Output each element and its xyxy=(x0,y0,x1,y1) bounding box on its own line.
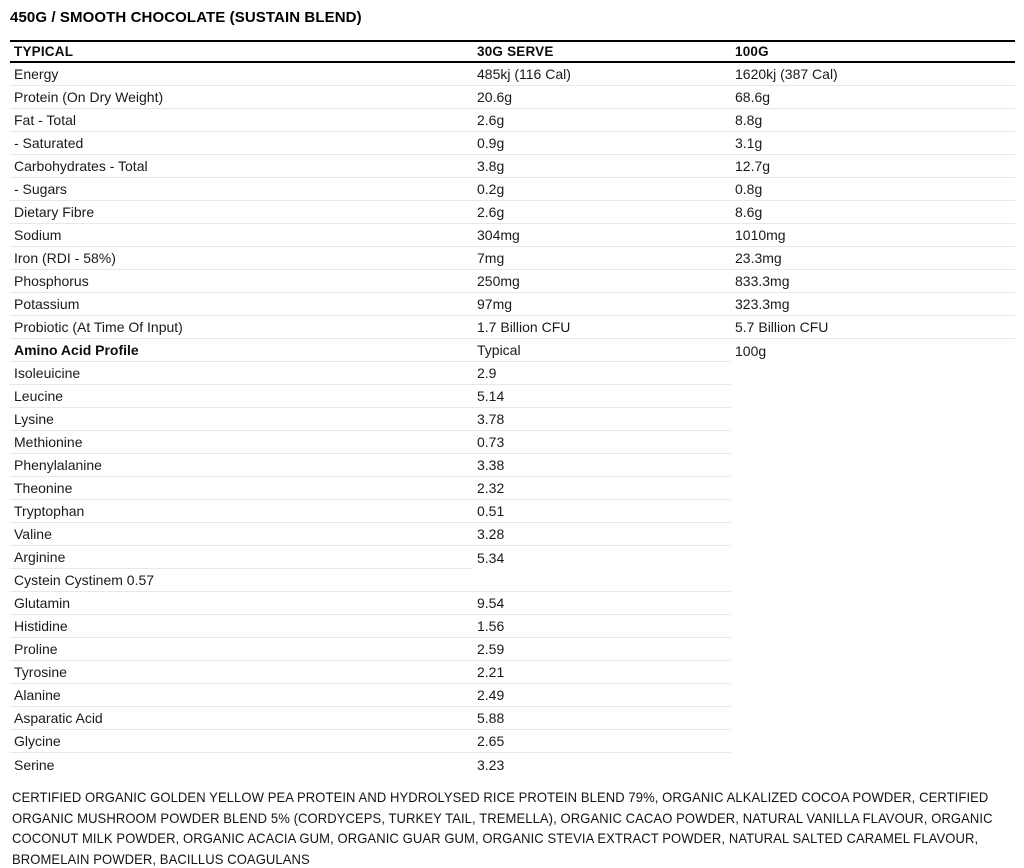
serve-value: 97mg xyxy=(472,293,731,316)
table-row xyxy=(10,477,1015,500)
per-100g-value xyxy=(731,385,1015,408)
serve-value: 485kj (116 Cal) xyxy=(472,63,731,86)
table-row xyxy=(10,523,1015,546)
row-label: Cystein Cystinem 0.57 xyxy=(10,569,472,592)
serve-value: 304mg xyxy=(472,224,731,247)
table-row xyxy=(10,247,1015,270)
per-100g-value xyxy=(731,431,1015,454)
row-label: Proline xyxy=(10,638,472,661)
serve-value: 2.9 xyxy=(472,362,731,385)
per-100g-value: 23.3mg xyxy=(731,247,1015,270)
serve-value: 9.54 xyxy=(472,592,731,615)
row-label: Carbohydrates - Total xyxy=(10,155,472,178)
row-label: Potassium xyxy=(10,293,472,316)
per-100g-value xyxy=(731,569,1015,592)
serve-value: 2.59 xyxy=(472,638,731,661)
row-label: Phenylalanine xyxy=(10,454,472,477)
column-header-100g: 100G xyxy=(731,40,1015,63)
per-100g-value xyxy=(731,615,1015,638)
row-label: Asparatic Acid xyxy=(10,707,472,730)
table-row xyxy=(10,615,1015,638)
per-100g-value: 323.3mg xyxy=(731,293,1015,316)
per-100g-value xyxy=(731,408,1015,431)
table-row xyxy=(10,224,1015,247)
row-label: Arginine xyxy=(10,546,472,569)
table-row xyxy=(10,500,1015,523)
row-label: - Saturated xyxy=(10,132,472,155)
table-row xyxy=(10,339,1015,362)
row-label: Energy xyxy=(10,63,472,86)
table-header xyxy=(10,40,1015,63)
table-row xyxy=(10,454,1015,477)
table-row xyxy=(10,385,1015,408)
table-body xyxy=(10,63,1015,776)
serve-value: 2.21 xyxy=(472,661,731,684)
row-label: Glycine xyxy=(10,730,472,753)
serve-value: 0.2g xyxy=(472,178,731,201)
table-row xyxy=(10,661,1015,684)
serve-value: 3.23 xyxy=(477,756,505,773)
table-row xyxy=(10,684,1015,707)
per-100g-value: 8.6g xyxy=(731,201,1015,224)
serve-value: 5.34 xyxy=(477,549,505,566)
per-100g-value xyxy=(731,661,1015,684)
per-100g-value xyxy=(731,523,1015,546)
serve-value: 1.56 xyxy=(472,615,731,638)
serve-value: 250mg xyxy=(472,270,731,293)
per-100g-value xyxy=(731,592,1015,615)
serve-value xyxy=(472,569,731,592)
table-row xyxy=(10,569,1015,592)
table-row xyxy=(10,753,1015,776)
per-100g-value xyxy=(731,477,1015,500)
column-header-typical: TYPICAL xyxy=(10,40,472,63)
per-100g-value: 8.8g xyxy=(731,109,1015,132)
row-label: Tyrosine xyxy=(10,661,472,684)
column-header-30g-serve: 30G SERVE xyxy=(472,40,731,63)
row-label: Amino Acid Profile xyxy=(10,339,472,362)
serve-value: 3.78 xyxy=(472,408,731,431)
table-row xyxy=(10,546,1015,569)
row-label: Valine xyxy=(10,523,472,546)
serve-value: 7mg xyxy=(472,247,731,270)
row-label: Theonine xyxy=(10,477,472,500)
row-label: Glutamin xyxy=(10,592,472,615)
serve-value: 20.6g xyxy=(472,86,731,109)
row-label: Sodium xyxy=(10,224,472,247)
per-100g-value: 0.8g xyxy=(731,178,1015,201)
product-title: 450G / SMOOTH CHOCOLATE (SUSTAIN BLEND) xyxy=(10,9,362,26)
serve-value: 5.14 xyxy=(472,385,731,408)
ingredients-list: CERTIFIED ORGANIC GOLDEN YELLOW PEA PROTEIN AND HYDROLYSED RICE PROTEIN BLEND 79%, ORGANIC ALKALIZED COCOA POWDER, CERTIFIED ORGANIC MUSHROOM POWDER BLEND 5% (CORDYCEPS, TURKEY TAIL, TREMELLA), ORGANIC CACAO POWDER, NATURAL VANILLA FLAVOUR, ORGANIC COCONUT MILK POWDER, ORGANIC ACACIA GUM, ORGANIC GUAR GUM, ORGANIC STEVIA EXTRACT POWDER, NATURAL SALTED CARAMEL FLAVOUR, BROMELAIN POWDER, BACILLUS COAGULANS xyxy=(12,789,993,867)
row-label: Methionine xyxy=(10,431,472,454)
serve-value: 2.49 xyxy=(472,684,731,707)
serve-value: 3.8g xyxy=(472,155,731,178)
table-row xyxy=(10,638,1015,661)
row-label: Protein (On Dry Weight) xyxy=(10,86,472,109)
table-row xyxy=(10,63,1015,86)
per-100g-value xyxy=(731,500,1015,523)
per-100g-value xyxy=(731,753,1015,776)
table-row xyxy=(10,86,1015,109)
table-row xyxy=(10,316,1015,339)
row-label: Serine xyxy=(14,756,55,773)
nutrition-table xyxy=(10,40,1015,776)
per-100g-value xyxy=(731,730,1015,753)
per-100g-value xyxy=(731,454,1015,477)
serve-value: 0.51 xyxy=(472,500,731,523)
table-row xyxy=(10,178,1015,201)
serve-value: 5.88 xyxy=(472,707,731,730)
per-100g-value: 833.3mg xyxy=(731,270,1015,293)
table-row xyxy=(10,408,1015,431)
header-row xyxy=(10,40,1015,63)
row-label: Probiotic (At Time Of Input) xyxy=(10,316,472,339)
serve-value: Typical xyxy=(472,339,731,362)
serve-value: 2.6g xyxy=(472,109,731,132)
serve-value: 3.38 xyxy=(472,454,731,477)
per-100g-value: 12.7g xyxy=(731,155,1015,178)
serve-value: 2.6g xyxy=(472,201,731,224)
row-label: Alanine xyxy=(10,684,472,707)
table-row xyxy=(10,730,1015,753)
row-label: Histidine xyxy=(10,615,472,638)
table-row xyxy=(10,592,1015,615)
serve-value: 2.65 xyxy=(472,730,731,753)
row-label: - Sugars xyxy=(10,178,472,201)
serve-value: 1.7 Billion CFU xyxy=(472,316,731,339)
row-label: Fat - Total xyxy=(10,109,472,132)
table-row xyxy=(10,270,1015,293)
row-label: Leucine xyxy=(10,385,472,408)
table-row xyxy=(10,132,1015,155)
table-row xyxy=(10,155,1015,178)
per-100g-value xyxy=(731,638,1015,661)
row-label: Tryptophan xyxy=(10,500,472,523)
per-100g-value: 5.7 Billion CFU xyxy=(731,316,1015,339)
per-100g-value xyxy=(731,707,1015,730)
per-100g-value xyxy=(731,362,1015,385)
serve-value: 0.73 xyxy=(472,431,731,454)
table-row xyxy=(10,109,1015,132)
row-label: Phosphorus xyxy=(10,270,472,293)
table-row xyxy=(10,293,1015,316)
row-label: Lysine xyxy=(10,408,472,431)
table-row xyxy=(10,431,1015,454)
table-row xyxy=(10,707,1015,730)
serve-value: 0.9g xyxy=(472,132,731,155)
serve-value: 2.32 xyxy=(472,477,731,500)
table-row xyxy=(10,201,1015,224)
per-100g-value: 3.1g xyxy=(731,132,1015,155)
serve-value: 3.28 xyxy=(472,523,731,546)
per-100g-value: 68.6g xyxy=(731,86,1015,109)
per-100g-value xyxy=(731,546,1015,569)
per-100g-value: 100g xyxy=(735,342,767,359)
per-100g-value xyxy=(731,684,1015,707)
per-100g-value: 1010mg xyxy=(731,224,1015,247)
row-label: Dietary Fibre xyxy=(10,201,472,224)
row-label: Isoleuicine xyxy=(10,362,472,385)
table-row xyxy=(10,362,1015,385)
row-label: Iron (RDI - 58%) xyxy=(10,247,472,270)
per-100g-value: 1620kj (387 Cal) xyxy=(731,63,1015,86)
ingredients-section xyxy=(12,787,1014,868)
